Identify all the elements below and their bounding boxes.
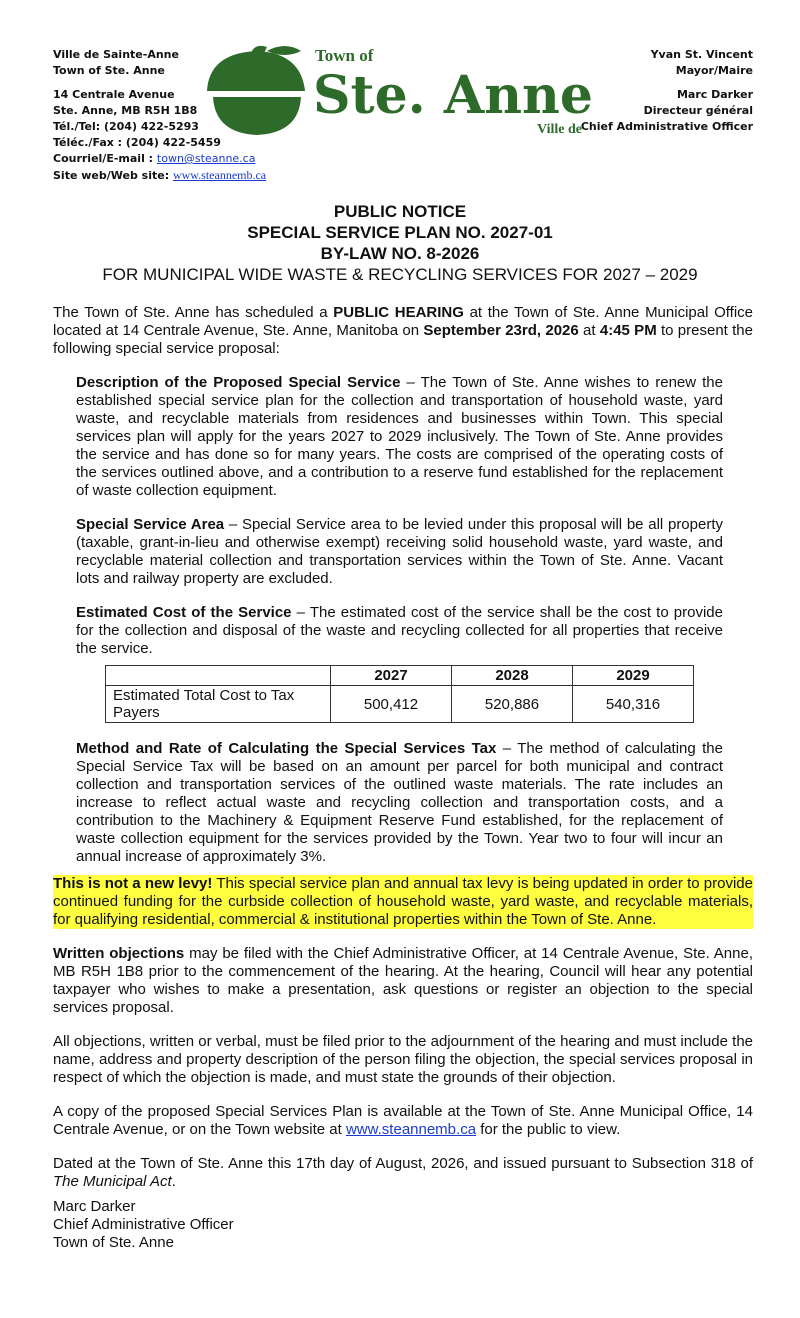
signature-name: Marc Darker bbox=[53, 1198, 136, 1215]
table-header-2027: 2027 bbox=[331, 666, 452, 686]
logo-main: Ste. Anne bbox=[313, 65, 593, 126]
table-header-2029: 2029 bbox=[573, 666, 694, 686]
cost-paragraph: Estimated Cost of the Service – The estimated cost of the service shall be the cost to provide for the collection and disposal of the waste and recycling collected for all properties that receive the service. bbox=[76, 604, 723, 657]
email-label: Courriel/E-mail : bbox=[53, 152, 157, 165]
cao-name: Marc Darker bbox=[676, 88, 753, 101]
area-paragraph: Special Service Area – Special Service area to be levied under this proposal will be all property (taxable, grant-in-lieu and otherwise exempt) receiving solid household waste, yard waste, and recyclable material collection and transportation services within the Town of Ste. Anne. Vacant lots and railway property are excluded. bbox=[76, 516, 723, 587]
address-city: Ste. Anne, MB R5H 1B8 bbox=[53, 104, 198, 117]
table-header-row bbox=[106, 666, 694, 686]
hearing-time: 4:45 PM bbox=[599, 322, 657, 339]
table-row-label: Estimated Total Cost to Tax Payers bbox=[106, 686, 331, 723]
highlight-paragraph: This is not a new levy! This special service plan and annual tax levy is being updated in order to provide continued funding for the curbside collection of household waste, yard waste, and recyclable materials, for qualifying residential, commercial & institutional properties within the Town of Ste. Anne. bbox=[53, 875, 753, 928]
signature-title: Chief Administrative Officer bbox=[53, 1216, 234, 1233]
mayor-name: Yvan St. Vincent bbox=[650, 48, 753, 61]
copy-paragraph: A copy of the proposed Special Services Plan is available at the Town of Ste. Anne Municipal Office, 14 Centrale Avenue, or on the Town website at www.steannemb.ca for the public to view. bbox=[53, 1103, 753, 1138]
not-new-levy-label: This is not a new levy! bbox=[53, 875, 213, 892]
org-name-en: Town of Ste. Anne bbox=[53, 64, 165, 77]
description-paragraph: Description of the Proposed Special Service – The Town of Ste. Anne wishes to renew the established special service plan for the collection and transportation of household waste, yard waste, and recyclable materials from residences and businesses within Town. This special services plan will apply for the years 2027 to 2029 inclusively. The Town of Ste. Anne provides the service and has done so for many years. The costs are comprised of the operating costs of the services outlined above, and a contribution to a reserve fund established for the replacement of waste collection equipment. bbox=[76, 374, 723, 499]
method-heading: Method and Rate of Calculating the Special Services Tax bbox=[76, 740, 497, 757]
table-cell-2028: 520,886 bbox=[452, 686, 573, 723]
email-line bbox=[53, 151, 293, 167]
title-bylaw: BY-LAW NO. 8-2026 bbox=[320, 244, 480, 263]
logo-town-of: Town of bbox=[315, 46, 374, 65]
notice-titles bbox=[0, 201, 800, 285]
table-cell-2027: 500,412 bbox=[331, 686, 452, 723]
dated-paragraph: Dated at the Town of Ste. Anne this 17th day of August, 2026, and issued pursuant to Subsection 318 of The Municipal Act. bbox=[53, 1155, 753, 1190]
table-header-2028: 2028 bbox=[452, 666, 573, 686]
org-name-fr: Ville de Sainte-Anne bbox=[53, 48, 179, 61]
intro-paragraph: The Town of Ste. Anne has scheduled a PUBLIC HEARING at the Town of Ste. Anne Municipal Office located at 14 Centrale Avenue, Ste. Anne, Manitoba on September 23rd, 2026 at 4:45 PM to present the following special service proposal: bbox=[53, 304, 753, 357]
table-cell-2029: 540,316 bbox=[573, 686, 694, 723]
method-paragraph: Method and Rate of Calculating the Special Services Tax – The method of calculating the Special Service Tax will be based on an amount per parcel for both municipal and contract collection and transportation services of the outlined waste materials. The rate includes an increase to reflect actual waste and recycling collection and transportation costs, and a contribution to the Machinery & Equipment Reserve Fund established, for the replacement of waste collection equipment for the services provided by the Town. Year two to four will incur an annual increase of approximately 3%. bbox=[76, 740, 723, 865]
table-row bbox=[106, 686, 694, 723]
area-heading: Special Service Area bbox=[76, 516, 225, 533]
description-heading: Description of the Proposed Special Service bbox=[76, 374, 401, 391]
address-street: 14 Centrale Avenue bbox=[53, 88, 175, 101]
public-hearing-label: PUBLIC HEARING bbox=[333, 304, 464, 321]
logo-ville-de: Ville de bbox=[537, 122, 582, 137]
title-plan-number: SPECIAL SERVICE PLAN NO. 2027-01 bbox=[247, 223, 553, 242]
written-objections-label: Written objections bbox=[53, 945, 185, 962]
email-link[interactable]: town@steanne.ca bbox=[156, 152, 256, 165]
signature-block bbox=[53, 1198, 753, 1252]
written-objections-paragraph: Written objections may be filed with the Chief Administrative Officer, at 14 Centrale Avenue, Ste. Anne, MB R5H 1B8 prior to the commencement of the hearing. At the hearing, Council will hear any potential taxpayer who wishes to make a presentation, ask questions or register an objection to the special services proposal. bbox=[53, 945, 753, 1016]
signature-org: Town of Ste. Anne bbox=[53, 1234, 174, 1251]
web-label: Site web/Web site: bbox=[53, 169, 173, 182]
title-subject: FOR MUNICIPAL WIDE WASTE & RECYCLING SERVICES FOR 2027 – 2029 bbox=[102, 265, 698, 284]
cost-heading: Estimated Cost of the Service bbox=[76, 604, 292, 621]
cost-table bbox=[105, 665, 694, 723]
title-public-notice: PUBLIC NOTICE bbox=[333, 202, 467, 221]
cao-title-fr: Directeur général bbox=[643, 104, 753, 117]
web-line bbox=[53, 167, 293, 184]
municipal-act-title: The Municipal Act bbox=[53, 1173, 172, 1190]
table-header-empty bbox=[106, 666, 331, 686]
fax: Téléc./Fax : (204) 422-5459 bbox=[53, 136, 221, 149]
cao-title-en: Chief Administrative Officer bbox=[580, 120, 753, 133]
website-link[interactable]: www.steannemb.ca bbox=[172, 168, 267, 182]
hearing-date: September 23rd, 2026 bbox=[423, 322, 579, 339]
letterhead-right bbox=[533, 47, 753, 135]
website-link-body[interactable]: www.steannemb.ca bbox=[345, 1121, 477, 1138]
phone: Tél./Tel: (204) 422-5293 bbox=[53, 120, 199, 133]
mayor-title: Mayor/Maire bbox=[675, 64, 753, 77]
all-objections-paragraph: All objections, written or verbal, must be filed prior to the adjournment of the hearing and must include the name, address and property description of the person filing the objection, the special services proposal in respect of which the objection is made, and must state the grounds of their objection. bbox=[53, 1033, 753, 1086]
